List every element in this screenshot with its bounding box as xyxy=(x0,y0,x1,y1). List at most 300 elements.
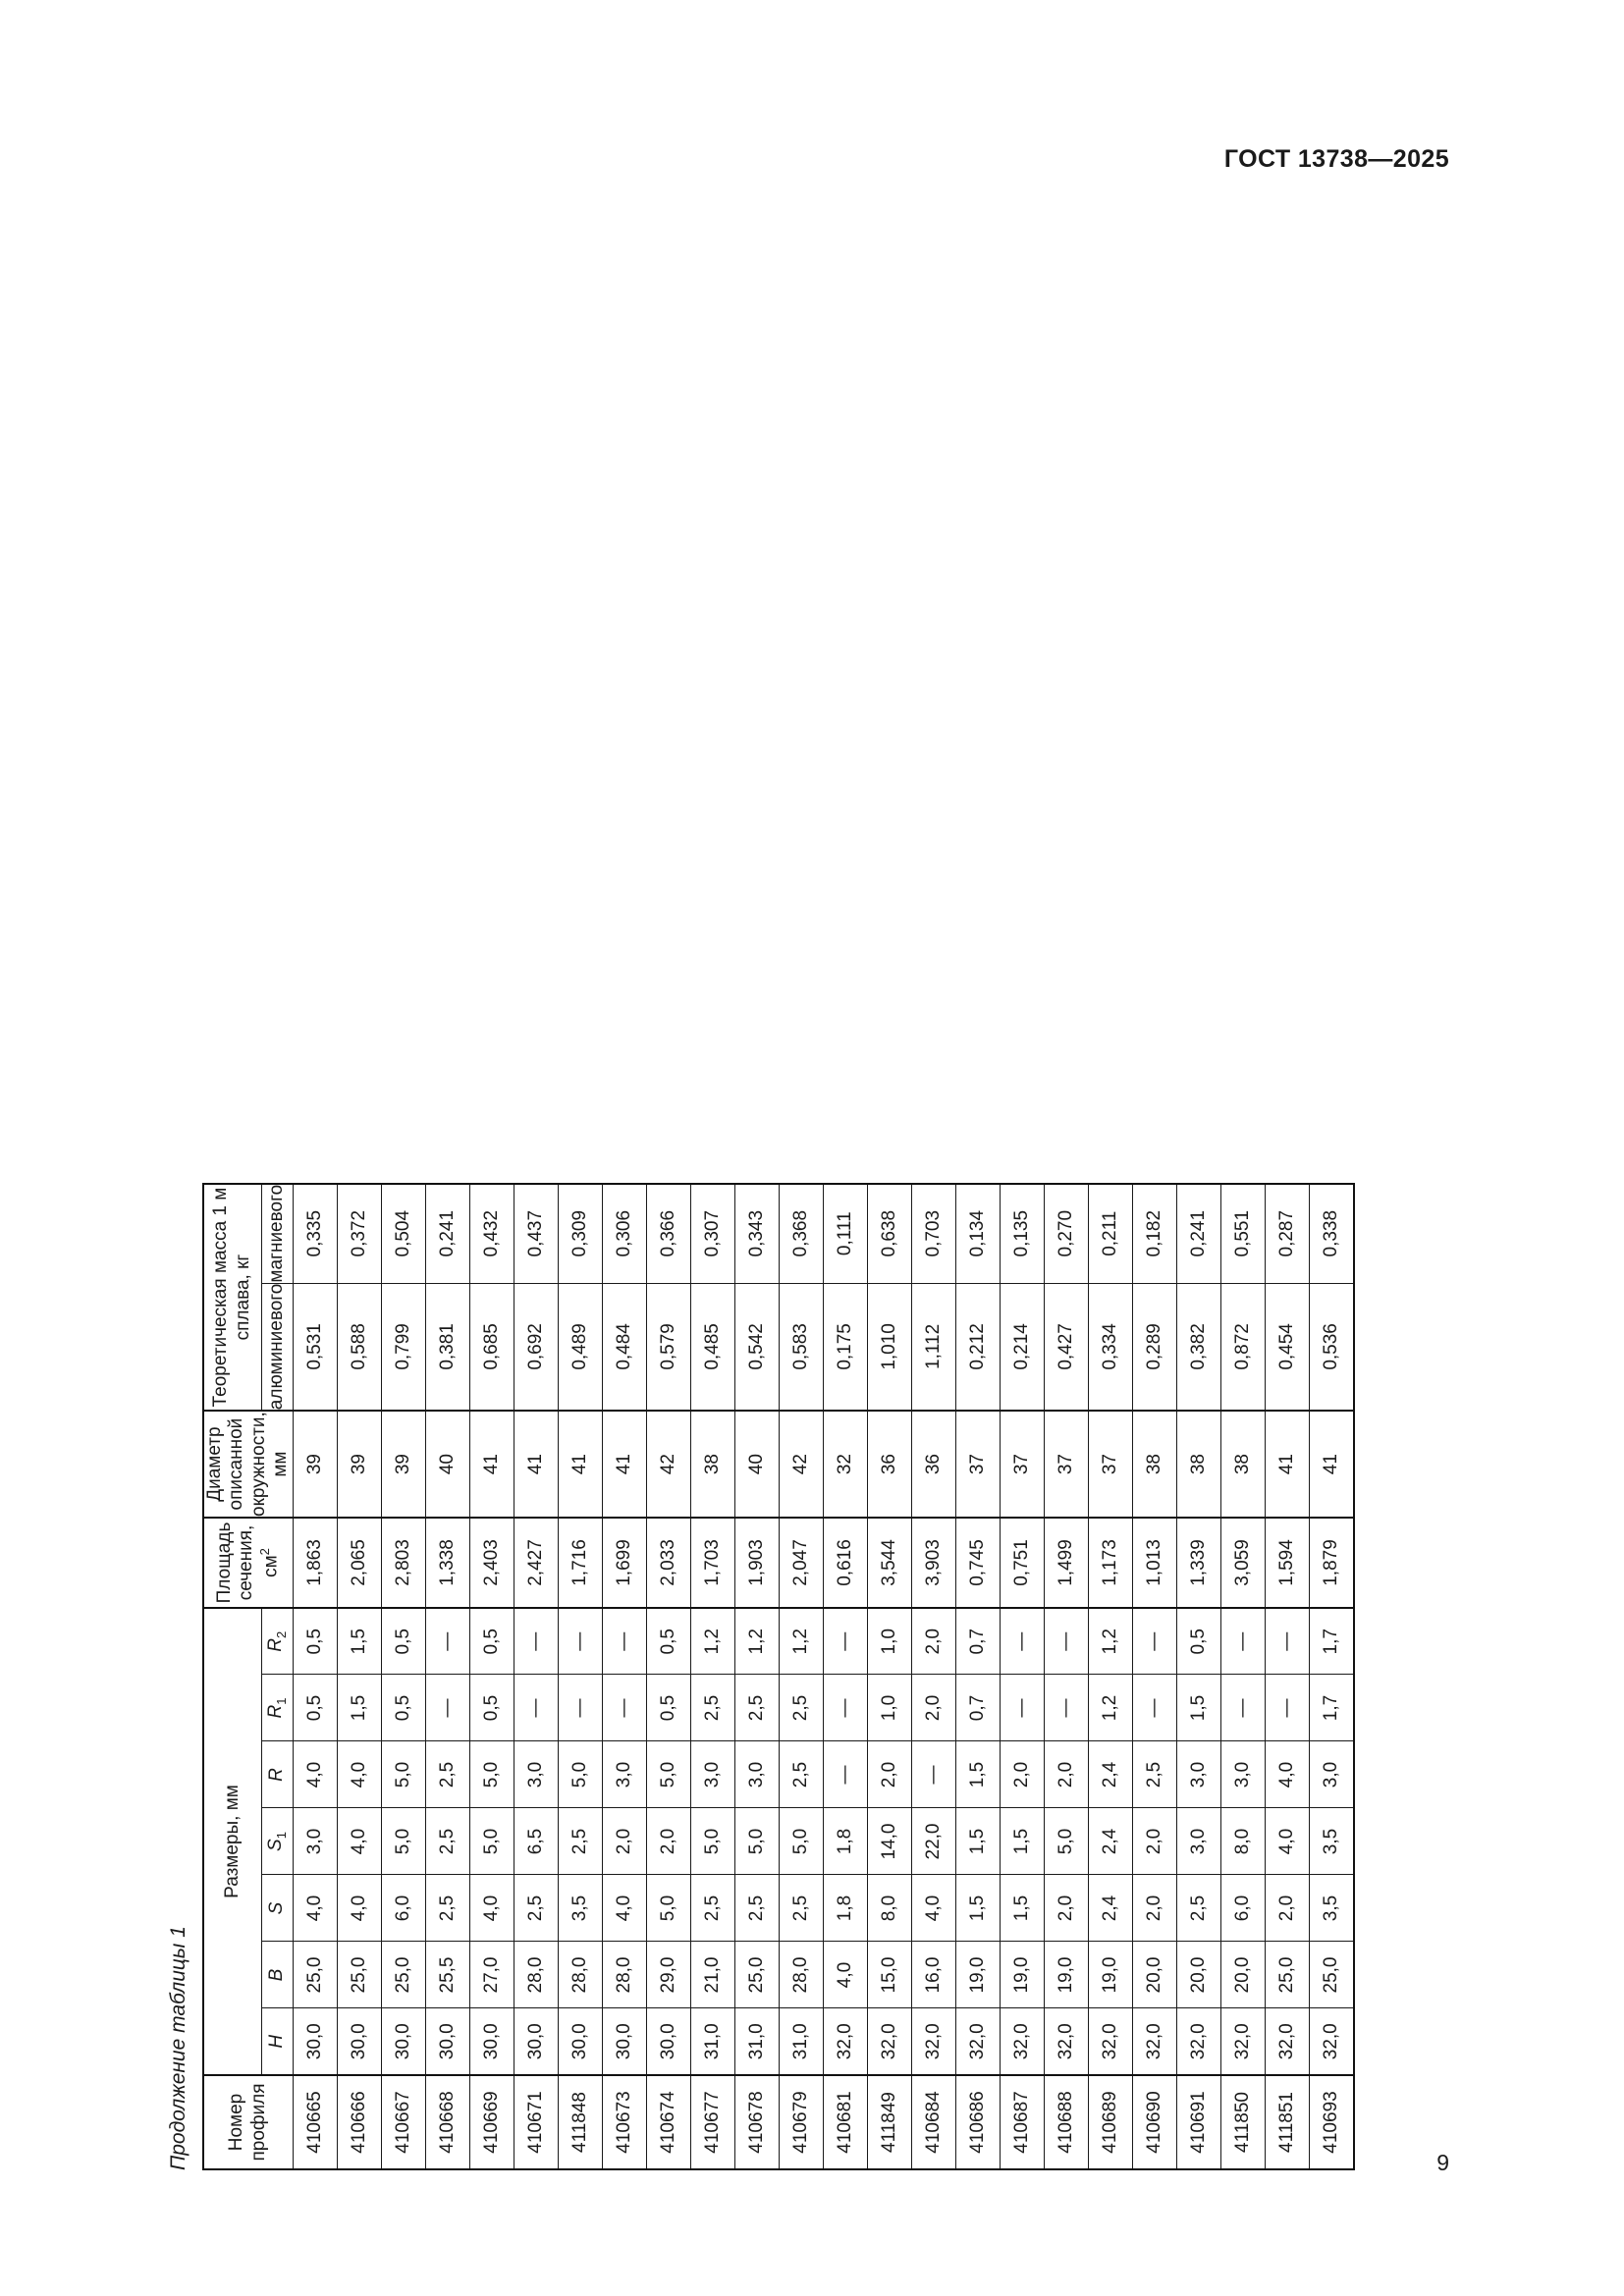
cell-area: 3,544 xyxy=(867,1518,911,1608)
cell-R: 2,4 xyxy=(1088,1741,1132,1808)
cell-mass-aluminium: 1,010 xyxy=(867,1283,911,1411)
cell-S1: 1,5 xyxy=(1000,1808,1044,1875)
table-caption: Продолжение таблицы 1 xyxy=(167,1925,189,2170)
cell-R2: 1,2 xyxy=(779,1608,823,1675)
table-row xyxy=(469,1183,514,2168)
cell-R2: 0,5 xyxy=(293,1608,337,1675)
col-header-dimensions-group: Размеры, мм xyxy=(203,1608,261,2075)
table-row xyxy=(425,1183,469,2168)
cell-R1: 1,5 xyxy=(337,1675,381,1741)
table-body xyxy=(293,1183,1354,2168)
cell-mass-magnesium: 0,343 xyxy=(734,1183,779,1282)
cell-H: 32,0 xyxy=(867,2008,911,2075)
cell-H: 31,0 xyxy=(690,2008,734,2075)
cell-B: 19,0 xyxy=(1044,1942,1088,2008)
cell-S1: 3,0 xyxy=(1176,1808,1220,1875)
cell-mass-aluminium: 0,382 xyxy=(1176,1283,1220,1411)
cell-mass-magnesium: 0,270 xyxy=(1044,1183,1088,1282)
cell-profile-number: 410667 xyxy=(381,2075,425,2169)
cell-B: 19,0 xyxy=(955,1942,1000,2008)
cell-profile-number: 410665 xyxy=(293,2075,337,2169)
cell-mass-aluminium: 0,542 xyxy=(734,1283,779,1411)
cell-diameter: 40 xyxy=(425,1411,469,1518)
cell-area: 2,047 xyxy=(779,1518,823,1608)
cell-profile-number: 410674 xyxy=(646,2075,690,2169)
cell-diameter: 37 xyxy=(1000,1411,1044,1518)
cell-mass-magnesium: 0,211 xyxy=(1088,1183,1132,1282)
cell-S: 1,5 xyxy=(1000,1875,1044,1942)
cell-diameter: 42 xyxy=(779,1411,823,1518)
cell-mass-aluminium: 0,484 xyxy=(602,1283,646,1411)
cell-mass-aluminium: 0,536 xyxy=(1309,1283,1354,1411)
cell-area: 1,699 xyxy=(602,1518,646,1608)
col-header-R2-sub: 2 xyxy=(273,1630,289,1638)
cell-R: 4,0 xyxy=(293,1741,337,1808)
table-row xyxy=(1220,1183,1265,2168)
cell-area: 2,033 xyxy=(646,1518,690,1608)
col-header-area-l1: Площадь xyxy=(213,1522,235,1603)
cell-mass-aluminium: 0,214 xyxy=(1000,1283,1044,1411)
cell-profile-number: 411848 xyxy=(558,2075,602,2169)
cell-B: 28,0 xyxy=(602,1942,646,2008)
cell-R1: 1,5 xyxy=(1176,1675,1220,1741)
cell-profile-number: 410688 xyxy=(1044,2075,1088,2169)
cell-S: 2,0 xyxy=(1265,1875,1309,1942)
cell-R1: — xyxy=(1220,1675,1265,1741)
table-row xyxy=(558,1183,602,2168)
cell-profile-number: 410668 xyxy=(425,2075,469,2169)
cell-profile-number: 410691 xyxy=(1176,2075,1220,2169)
cell-B: 20,0 xyxy=(1132,1942,1176,2008)
cell-mass-magnesium: 0,638 xyxy=(867,1183,911,1282)
col-header-B: B xyxy=(261,1942,293,2008)
cell-mass-magnesium: 0,335 xyxy=(293,1183,337,1282)
table-row xyxy=(602,1183,646,2168)
cell-R: 3,0 xyxy=(514,1741,558,1808)
cell-H: 32,0 xyxy=(1176,2008,1220,2075)
cell-B: 4,0 xyxy=(823,1942,867,2008)
cell-H: 30,0 xyxy=(558,2008,602,2075)
cell-mass-aluminium: 0,531 xyxy=(293,1283,337,1411)
cell-mass-aluminium: 0,583 xyxy=(779,1283,823,1411)
col-header-profile-number-l2: профиля xyxy=(247,2082,269,2162)
cell-R1: 1,7 xyxy=(1309,1675,1354,1741)
cell-area: 0,616 xyxy=(823,1518,867,1608)
cell-profile-number: 410678 xyxy=(734,2075,779,2169)
cell-R2: — xyxy=(558,1608,602,1675)
cell-H: 30,0 xyxy=(293,2008,337,2075)
cell-mass-magnesium: 0,437 xyxy=(514,1183,558,1282)
cell-S1: 3,0 xyxy=(293,1808,337,1875)
table-row xyxy=(1309,1183,1354,2168)
cell-S1: 14,0 xyxy=(867,1808,911,1875)
cell-mass-magnesium: 0,241 xyxy=(1176,1183,1220,1282)
table-row xyxy=(690,1183,734,2168)
cell-area: 1,594 xyxy=(1265,1518,1309,1608)
cell-mass-magnesium: 0,432 xyxy=(469,1183,514,1282)
cell-area: 1,903 xyxy=(734,1518,779,1608)
cell-R: 4,0 xyxy=(1265,1741,1309,1808)
cell-profile-number: 410666 xyxy=(337,2075,381,2169)
cell-profile-number: 410686 xyxy=(955,2075,1000,2169)
cell-S1: 22,0 xyxy=(911,1808,955,1875)
cell-mass-magnesium: 0,366 xyxy=(646,1183,690,1282)
cell-S: 2,5 xyxy=(1176,1875,1220,1942)
cell-profile-number: 410689 xyxy=(1088,2075,1132,2169)
cell-diameter: 40 xyxy=(734,1411,779,1518)
cell-R2: 0,7 xyxy=(955,1608,1000,1675)
cell-S: 5,0 xyxy=(646,1875,690,1942)
cell-B: 25,0 xyxy=(1309,1942,1354,2008)
col-header-area xyxy=(203,1518,293,1608)
cell-B: 25,5 xyxy=(425,1942,469,2008)
cell-R2: — xyxy=(514,1608,558,1675)
cell-mass-magnesium: 0,338 xyxy=(1309,1183,1354,1282)
cell-H: 32,0 xyxy=(1088,2008,1132,2075)
cell-diameter: 37 xyxy=(1088,1411,1132,1518)
cell-S1: 4,0 xyxy=(1265,1808,1309,1875)
rotated-table-inner xyxy=(159,113,1465,2184)
table-row xyxy=(1176,1183,1220,2168)
col-header-S1-base: S xyxy=(265,1838,287,1851)
cell-R: 2,0 xyxy=(1044,1741,1088,1808)
cell-B: 28,0 xyxy=(514,1942,558,2008)
cell-S1: 2,0 xyxy=(1132,1808,1176,1875)
col-header-mass-group: Теоретическая масса 1 м сплава, кг xyxy=(203,1183,261,1410)
cell-R2: — xyxy=(1132,1608,1176,1675)
cell-S1: 5,0 xyxy=(469,1808,514,1875)
table-row xyxy=(867,1183,911,2168)
table-row xyxy=(955,1183,1000,2168)
col-header-S: S xyxy=(261,1875,293,1942)
cell-S: 2,5 xyxy=(734,1875,779,1942)
cell-H: 32,0 xyxy=(1044,2008,1088,2075)
cell-B: 25,0 xyxy=(337,1942,381,2008)
cell-mass-magnesium: 0,135 xyxy=(1000,1183,1044,1282)
col-header-R: R xyxy=(261,1741,293,1808)
cell-S: 2,5 xyxy=(514,1875,558,1942)
page-number: 9 xyxy=(1436,2150,1449,2175)
cell-S: 4,0 xyxy=(469,1875,514,1942)
cell-H: 30,0 xyxy=(337,2008,381,2075)
cell-diameter: 39 xyxy=(337,1411,381,1518)
cell-B: 28,0 xyxy=(558,1942,602,2008)
col-header-mass-magnesium: магниевого xyxy=(261,1183,293,1282)
cell-S: 2,5 xyxy=(690,1875,734,1942)
cell-profile-number: 410693 xyxy=(1309,2075,1354,2169)
cell-S: 2,4 xyxy=(1088,1875,1132,1942)
cell-R: 2,5 xyxy=(779,1741,823,1808)
cell-mass-magnesium: 0,504 xyxy=(381,1183,425,1282)
cell-R1: 2,0 xyxy=(911,1675,955,1741)
cell-diameter: 42 xyxy=(646,1411,690,1518)
cell-R1: — xyxy=(1132,1675,1176,1741)
col-header-diameter-l1: Диаметр описанной xyxy=(204,1417,247,1510)
cell-mass-magnesium: 0,241 xyxy=(425,1183,469,1282)
cell-R1: 0,5 xyxy=(381,1675,425,1741)
cell-mass-aluminium: 0,175 xyxy=(823,1283,867,1411)
cell-diameter: 41 xyxy=(558,1411,602,1518)
cell-R2: 0,5 xyxy=(469,1608,514,1675)
cell-R2: — xyxy=(1044,1608,1088,1675)
cell-profile-number: 411849 xyxy=(867,2075,911,2169)
profiles-table xyxy=(202,1182,1355,2169)
cell-S1: 6,5 xyxy=(514,1808,558,1875)
cell-R1: — xyxy=(1044,1675,1088,1741)
cell-area: 3,059 xyxy=(1220,1518,1265,1608)
col-header-R1 xyxy=(261,1675,293,1741)
cell-R2: — xyxy=(823,1608,867,1675)
cell-S1: 5,0 xyxy=(381,1808,425,1875)
cell-S1: 5,0 xyxy=(690,1808,734,1875)
cell-mass-magnesium: 0,111 xyxy=(823,1183,867,1282)
cell-mass-aluminium: 0,485 xyxy=(690,1283,734,1411)
cell-B: 19,0 xyxy=(1000,1942,1044,2008)
cell-mass-aluminium: 0,685 xyxy=(469,1283,514,1411)
cell-H: 30,0 xyxy=(646,2008,690,2075)
cell-R: — xyxy=(911,1741,955,1808)
cell-mass-aluminium: 1,112 xyxy=(911,1283,955,1411)
cell-area: 1,703 xyxy=(690,1518,734,1608)
cell-R2: 1,2 xyxy=(1088,1608,1132,1675)
cell-R2: — xyxy=(1000,1608,1044,1675)
cell-profile-number: 410673 xyxy=(602,2075,646,2169)
cell-R: 3,0 xyxy=(1220,1741,1265,1808)
cell-H: 32,0 xyxy=(1000,2008,1044,2075)
cell-mass-magnesium: 0,309 xyxy=(558,1183,602,1282)
cell-B: 25,0 xyxy=(1265,1942,1309,2008)
cell-profile-number: 411851 xyxy=(1265,2075,1309,2169)
cell-R1: 0,5 xyxy=(293,1675,337,1741)
cell-R: 5,0 xyxy=(469,1741,514,1808)
cell-diameter: 41 xyxy=(1265,1411,1309,1518)
cell-S1: 1,5 xyxy=(955,1808,1000,1875)
cell-diameter: 41 xyxy=(514,1411,558,1518)
table-row xyxy=(1044,1183,1088,2168)
cell-S1: 8,0 xyxy=(1220,1808,1265,1875)
cell-R2: 0,5 xyxy=(646,1608,690,1675)
cell-R: 3,0 xyxy=(1176,1741,1220,1808)
cell-R: 5,0 xyxy=(381,1741,425,1808)
cell-area: 1,879 xyxy=(1309,1518,1354,1608)
cell-mass-aluminium: 0,454 xyxy=(1265,1283,1309,1411)
table-row xyxy=(1132,1183,1176,2168)
cell-S1: 5,0 xyxy=(734,1808,779,1875)
cell-mass-magnesium: 0,287 xyxy=(1265,1183,1309,1282)
cell-area: 2,403 xyxy=(469,1518,514,1608)
col-header-S1 xyxy=(261,1808,293,1875)
cell-area: 0,751 xyxy=(1000,1518,1044,1608)
cell-S: 3,5 xyxy=(1309,1875,1354,1942)
cell-R1: — xyxy=(1265,1675,1309,1741)
cell-S: 1,5 xyxy=(955,1875,1000,1942)
cell-H: 32,0 xyxy=(1132,2008,1176,2075)
cell-R1: 1,2 xyxy=(1088,1675,1132,1741)
cell-B: 16,0 xyxy=(911,1942,955,2008)
cell-mass-magnesium: 0,551 xyxy=(1220,1183,1265,1282)
table-row xyxy=(734,1183,779,2168)
cell-R1: 0,5 xyxy=(469,1675,514,1741)
cell-mass-aluminium: 0,692 xyxy=(514,1283,558,1411)
cell-diameter: 39 xyxy=(381,1411,425,1518)
cell-R2: 1,0 xyxy=(867,1608,911,1675)
col-header-profile-number xyxy=(203,2075,293,2169)
cell-B: 28,0 xyxy=(779,1942,823,2008)
cell-H: 32,0 xyxy=(823,2008,867,2075)
table-head xyxy=(203,1183,293,2168)
cell-area: 1,013 xyxy=(1132,1518,1176,1608)
cell-R2: 1,5 xyxy=(337,1608,381,1675)
cell-S: 4,0 xyxy=(337,1875,381,1942)
table-row xyxy=(381,1183,425,2168)
cell-R: 3,0 xyxy=(602,1741,646,1808)
col-header-profile-number-l1: Номер xyxy=(226,2093,247,2151)
cell-B: 27,0 xyxy=(469,1942,514,2008)
cell-B: 29,0 xyxy=(646,1942,690,2008)
cell-R1: — xyxy=(1000,1675,1044,1741)
cell-S: 8,0 xyxy=(867,1875,911,1942)
cell-S1: 2,4 xyxy=(1088,1808,1132,1875)
cell-S1: 5,0 xyxy=(779,1808,823,1875)
cell-B: 25,0 xyxy=(734,1942,779,2008)
cell-S: 4,0 xyxy=(602,1875,646,1942)
cell-R1: 0,7 xyxy=(955,1675,1000,1741)
cell-S1: 1,8 xyxy=(823,1808,867,1875)
cell-R: 5,0 xyxy=(558,1741,602,1808)
cell-area: 1,338 xyxy=(425,1518,469,1608)
cell-R1: 2,5 xyxy=(779,1675,823,1741)
cell-area: 1,173 xyxy=(1088,1518,1132,1608)
cell-R: 2,0 xyxy=(1000,1741,1044,1808)
col-header-R1-base: R xyxy=(265,1704,287,1718)
cell-S1: 5,0 xyxy=(1044,1808,1088,1875)
cell-R2: — xyxy=(602,1608,646,1675)
col-header-H: H xyxy=(261,2008,293,2075)
cell-B: 15,0 xyxy=(867,1942,911,2008)
cell-S1: 4,0 xyxy=(337,1808,381,1875)
cell-diameter: 32 xyxy=(823,1411,867,1518)
cell-R2: 1,2 xyxy=(734,1608,779,1675)
col-header-R2-base: R xyxy=(265,1637,287,1652)
cell-R2: — xyxy=(1220,1608,1265,1675)
cell-R: 4,0 xyxy=(337,1741,381,1808)
cell-S1: 2,5 xyxy=(558,1808,602,1875)
cell-H: 30,0 xyxy=(469,2008,514,2075)
cell-R1: — xyxy=(425,1675,469,1741)
cell-mass-aluminium: 0,872 xyxy=(1220,1283,1265,1411)
cell-area: 2,065 xyxy=(337,1518,381,1608)
cell-mass-aluminium: 0,489 xyxy=(558,1283,602,1411)
col-header-diameter xyxy=(203,1411,293,1518)
cell-R: 1,5 xyxy=(955,1741,1000,1808)
cell-R1: — xyxy=(558,1675,602,1741)
cell-diameter: 41 xyxy=(469,1411,514,1518)
cell-S1: 2,0 xyxy=(646,1808,690,1875)
col-header-R1-sub: 1 xyxy=(273,1697,289,1705)
cell-H: 32,0 xyxy=(1265,2008,1309,2075)
cell-R: 2,5 xyxy=(1132,1741,1176,1808)
cell-mass-aluminium: 0,588 xyxy=(337,1283,381,1411)
cell-profile-number: 410681 xyxy=(823,2075,867,2169)
cell-mass-aluminium: 0,427 xyxy=(1044,1283,1088,1411)
cell-profile-number: 410671 xyxy=(514,2075,558,2169)
cell-B: 21,0 xyxy=(690,1942,734,2008)
cell-S: 2,5 xyxy=(779,1875,823,1942)
cell-S: 6,0 xyxy=(381,1875,425,1942)
cell-diameter: 39 xyxy=(293,1411,337,1518)
cell-H: 32,0 xyxy=(1220,2008,1265,2075)
cell-area: 1,499 xyxy=(1044,1518,1088,1608)
cell-profile-number: 410684 xyxy=(911,2075,955,2169)
cell-R2: 1,2 xyxy=(690,1608,734,1675)
cell-mass-aluminium: 0,334 xyxy=(1088,1283,1132,1411)
cell-diameter: 38 xyxy=(1220,1411,1265,1518)
cell-H: 30,0 xyxy=(381,2008,425,2075)
cell-profile-number: 410679 xyxy=(779,2075,823,2169)
table-row xyxy=(293,1183,337,2168)
cell-diameter: 38 xyxy=(1176,1411,1220,1518)
cell-R1: — xyxy=(514,1675,558,1741)
cell-S: 1,8 xyxy=(823,1875,867,1942)
header-row-group xyxy=(203,1183,261,2168)
cell-area: 1,716 xyxy=(558,1518,602,1608)
cell-area: 0,745 xyxy=(955,1518,1000,1608)
cell-R2: 0,5 xyxy=(381,1608,425,1675)
cell-H: 32,0 xyxy=(955,2008,1000,2075)
cell-S: 2,0 xyxy=(1044,1875,1088,1942)
cell-mass-aluminium: 0,212 xyxy=(955,1283,1000,1411)
cell-profile-number: 410690 xyxy=(1132,2075,1176,2169)
cell-R2: — xyxy=(425,1608,469,1675)
cell-R1: 2,5 xyxy=(734,1675,779,1741)
cell-R2: 2,0 xyxy=(911,1608,955,1675)
cell-area: 1,339 xyxy=(1176,1518,1220,1608)
cell-R: 3,0 xyxy=(1309,1741,1354,1808)
cell-H: 30,0 xyxy=(602,2008,646,2075)
cell-H: 30,0 xyxy=(425,2008,469,2075)
cell-diameter: 41 xyxy=(602,1411,646,1518)
cell-mass-aluminium: 0,799 xyxy=(381,1283,425,1411)
cell-R: 5,0 xyxy=(646,1741,690,1808)
cell-B: 25,0 xyxy=(293,1942,337,2008)
cell-S: 6,0 xyxy=(1220,1875,1265,1942)
cell-mass-aluminium: 0,381 xyxy=(425,1283,469,1411)
cell-R: — xyxy=(823,1741,867,1808)
cell-mass-magnesium: 0,134 xyxy=(955,1183,1000,1282)
cell-S: 4,0 xyxy=(293,1875,337,1942)
cell-B: 20,0 xyxy=(1176,1942,1220,2008)
cell-mass-magnesium: 0,372 xyxy=(337,1183,381,1282)
table-row xyxy=(1265,1183,1309,2168)
cell-S1: 3,5 xyxy=(1309,1808,1354,1875)
cell-H: 32,0 xyxy=(911,2008,955,2075)
cell-area: 1,863 xyxy=(293,1518,337,1608)
cell-profile-number: 410669 xyxy=(469,2075,514,2169)
cell-S: 4,0 xyxy=(911,1875,955,1942)
table-row xyxy=(779,1183,823,2168)
cell-R1: — xyxy=(602,1675,646,1741)
cell-H: 31,0 xyxy=(779,2008,823,2075)
cell-R: 2,0 xyxy=(867,1741,911,1808)
table-row xyxy=(1000,1183,1044,2168)
cell-B: 25,0 xyxy=(381,1942,425,2008)
table-row xyxy=(514,1183,558,2168)
cell-R: 3,0 xyxy=(690,1741,734,1808)
col-header-R2 xyxy=(261,1608,293,1675)
cell-area: 3,903 xyxy=(911,1518,955,1608)
cell-profile-number: 411850 xyxy=(1220,2075,1265,2169)
cell-profile-number: 410687 xyxy=(1000,2075,1044,2169)
